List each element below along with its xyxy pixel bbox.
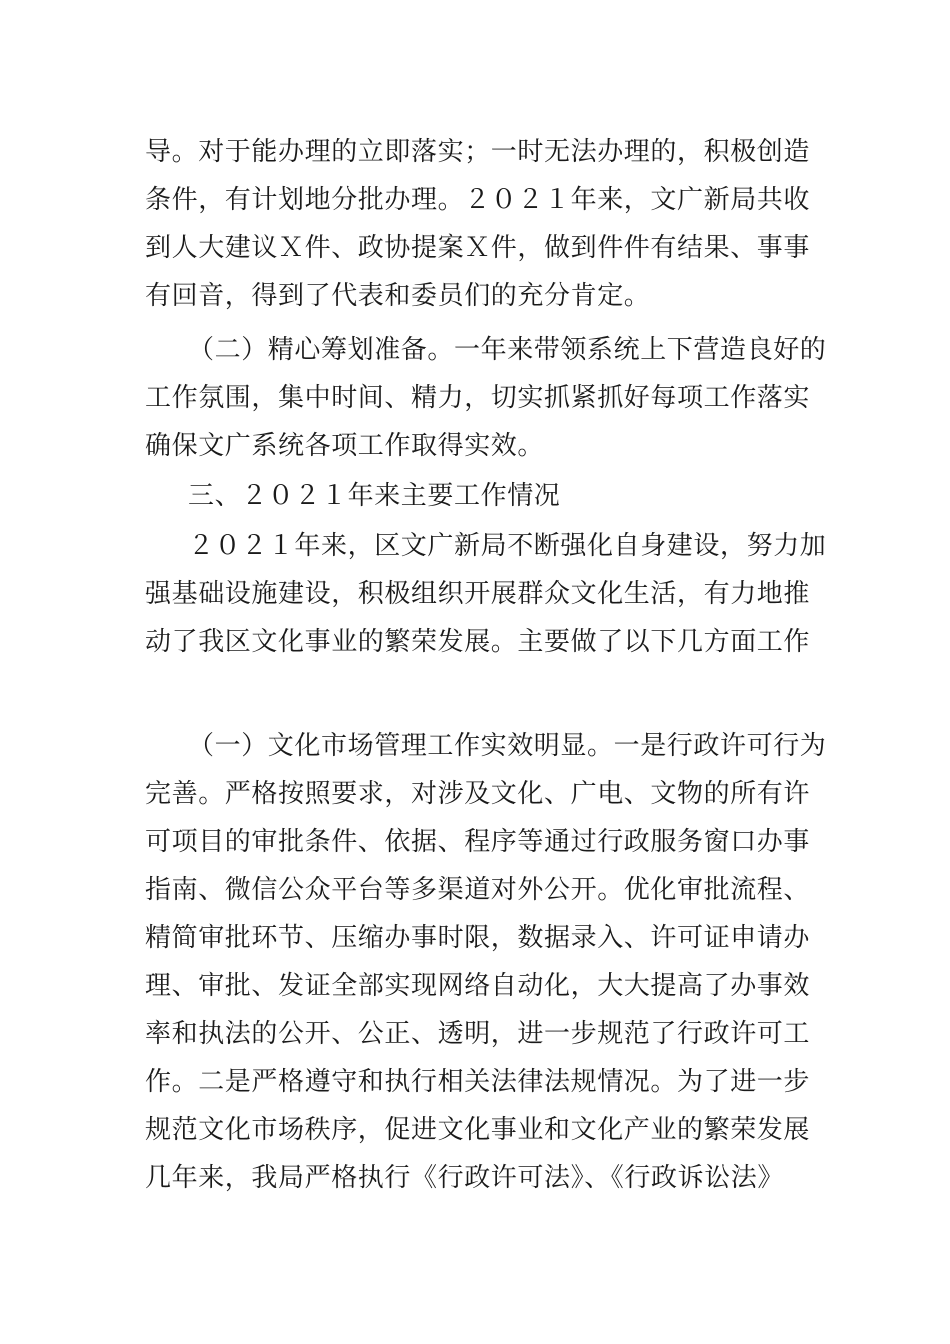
text-line: 工作氛围，集中时间、精力，切实抓紧抓好每项工作落实 — [145, 383, 811, 413]
text-line: （二）精心筹划准备。一年来带领系统上下营造良好的 — [188, 335, 827, 365]
text-line: 作。二是严格遵守和执行相关法律法规情况。为了进一步 — [145, 1067, 811, 1097]
text-line: 有回音，得到了代表和委员们的充分肯定。 — [145, 281, 651, 311]
text-line: 精简审批环节、压缩办事时限，数据录入、许可证申请办 — [145, 923, 811, 953]
text-line: 率和执法的公开、公正、透明，进一步规范了行政许可工 — [145, 1019, 811, 1049]
text-line: 完善。严格按照要求，对涉及文化、广电、文物的所有许 — [145, 779, 811, 809]
text-line: （一）文化市场管理工作实效明显。一是行政许可行为 — [188, 731, 827, 761]
text-line: 几年来，我局严格执行《行政许可法》、《行政诉讼法》 — [145, 1163, 785, 1193]
text-line: 指南、微信公众平台等多渠道对外公开。优化审批流程、 — [145, 875, 811, 905]
text-line: 导。对于能办理的立即落实；一时无法办理的，积极创造 — [145, 137, 811, 167]
text-line: 条件，有计划地分批办理。２０２１年来，文广新局共收 — [145, 185, 811, 215]
text-line: 规范文化市场秩序，促进文化事业和文化产业的繁荣发展 — [145, 1115, 811, 1145]
text-line: 动了我区文化事业的繁荣发展。主要做了以下几方面工作 — [145, 627, 811, 657]
text-line: ２０２１年来，区文广新局不断强化自身建设，努力加 — [188, 531, 827, 561]
text-line: 可项目的审批条件、依据、程序等通过行政服务窗口办事 — [145, 827, 811, 857]
text-line: 确保文广系统各项工作取得实效。 — [145, 431, 545, 461]
text-line: 理、审批、发证全部实现网络自动化，大大提高了办事效 — [145, 971, 811, 1001]
text-line: 强基础设施建设，积极组织开展群众文化生活，有力地推 — [145, 579, 811, 609]
section-heading: 三、２０２１年来主要工作情况 — [188, 481, 561, 511]
text-line: 到人大建议Ｘ件、政协提案Ｘ件，做到件件有结果、事事 — [145, 233, 811, 263]
